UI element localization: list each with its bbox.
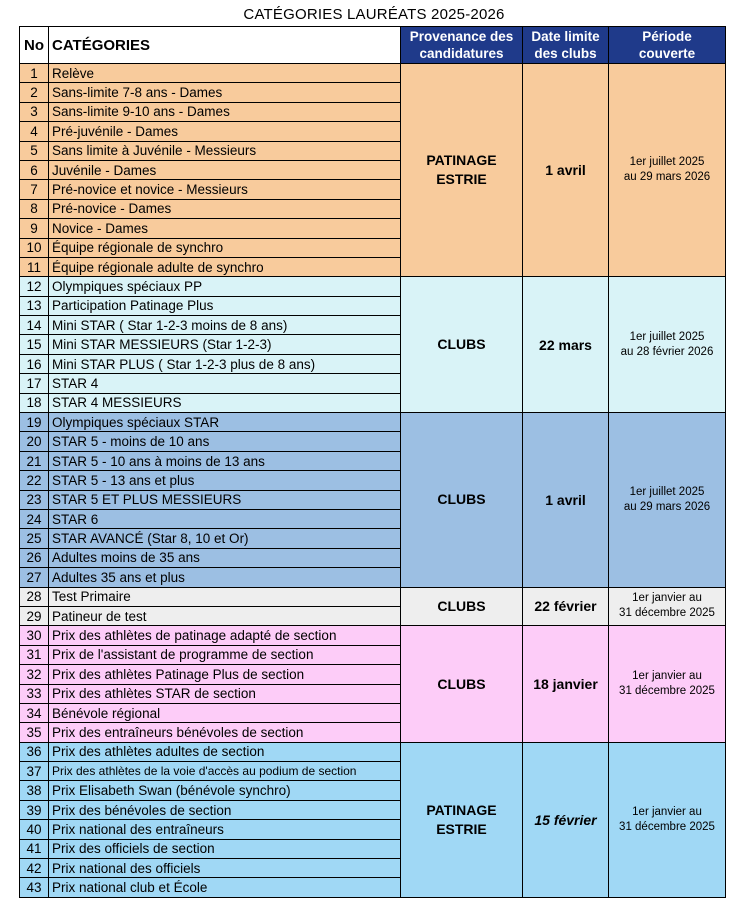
category-name: Prix des athlètes de patinage adapté de section: [49, 626, 401, 645]
row-number: 36: [20, 742, 49, 761]
category-name: Participation Patinage Plus: [49, 296, 401, 315]
category-name: STAR 5 - moins de 10 ans: [49, 432, 401, 451]
table-row: [20, 277, 726, 296]
table-row: [20, 742, 726, 761]
category-name: Juvénile - Dames: [49, 160, 401, 179]
category-name: Mini STAR PLUS ( Star 1-2-3 plus de 8 ans): [49, 354, 401, 373]
provenance-cell: CLUBS: [401, 587, 523, 626]
category-name: Mini STAR MESSIEURS (Star 1-2-3): [49, 335, 401, 354]
row-number: 40: [20, 820, 49, 839]
row-number: 16: [20, 354, 49, 373]
category-name: Sans-limite 9-10 ans - Dames: [49, 102, 401, 121]
period-cell: 1er juillet 2025 au 28 février 2026: [609, 277, 726, 413]
category-name: Prix des athlètes adultes de section: [49, 742, 401, 761]
row-number: 1: [20, 64, 49, 83]
row-number: 13: [20, 296, 49, 315]
header-provenance: Provenance des candidatures: [401, 27, 523, 64]
header-no: No: [20, 27, 49, 64]
row-number: 32: [20, 665, 49, 684]
row-number: 22: [20, 471, 49, 490]
category-name: Novice - Dames: [49, 219, 401, 238]
deadline-cell: 22 mars: [523, 277, 609, 413]
period-cell: 1er janvier au 31 décembre 2025: [609, 626, 726, 742]
row-number: 23: [20, 490, 49, 509]
row-number: 17: [20, 374, 49, 393]
row-number: 27: [20, 568, 49, 587]
category-name: STAR 6: [49, 509, 401, 528]
category-name: Prix national club et École: [49, 878, 401, 897]
row-number: 8: [20, 199, 49, 218]
category-name: STAR 5 - 10 ans à moins de 13 ans: [49, 451, 401, 470]
row-number: 15: [20, 335, 49, 354]
category-name: Prix des bénévoles de section: [49, 800, 401, 819]
row-number: 20: [20, 432, 49, 451]
row-number: 12: [20, 277, 49, 296]
row-number: 26: [20, 548, 49, 567]
category-name: Sans-limite 7-8 ans - Dames: [49, 83, 401, 102]
category-name: Pré-novice et novice - Messieurs: [49, 180, 401, 199]
row-number: 24: [20, 509, 49, 528]
deadline-cell: 15 février: [523, 742, 609, 897]
provenance-cell: CLUBS: [401, 413, 523, 588]
category-name: Relève: [49, 64, 401, 83]
header-row: [20, 27, 726, 64]
row-number: 43: [20, 878, 49, 897]
provenance-cell: PATINAGE ESTRIE: [401, 742, 523, 897]
row-number: 10: [20, 238, 49, 257]
row-number: 2: [20, 83, 49, 102]
row-number: 5: [20, 141, 49, 160]
table-row: [20, 64, 726, 83]
categories-table: [19, 26, 726, 898]
category-name: STAR 4: [49, 374, 401, 393]
table-body: [20, 64, 726, 898]
row-number: 18: [20, 393, 49, 412]
row-number: 14: [20, 316, 49, 335]
period-cell: 1er juillet 2025 au 29 mars 2026: [609, 413, 726, 588]
category-name: Prix national des entraîneurs: [49, 820, 401, 839]
category-name: STAR 5 - 13 ans et plus: [49, 471, 401, 490]
category-name: Patineur de test: [49, 606, 401, 625]
row-number: 25: [20, 529, 49, 548]
row-number: 28: [20, 587, 49, 606]
deadline-cell: 1 avril: [523, 413, 609, 588]
category-name: Pré-novice - Dames: [49, 199, 401, 218]
row-number: 21: [20, 451, 49, 470]
table-row: [20, 626, 726, 645]
category-name: Test Primaire: [49, 587, 401, 606]
category-name: Équipe régionale adulte de synchro: [49, 257, 401, 276]
category-name: Adultes 35 ans et plus: [49, 568, 401, 587]
category-name: Prix de l'assistant de programme de section: [49, 645, 401, 664]
row-number: 38: [20, 781, 49, 800]
category-name: Prix des athlètes Patinage Plus de section: [49, 665, 401, 684]
row-number: 6: [20, 160, 49, 179]
row-number: 41: [20, 839, 49, 858]
category-name: STAR 4 MESSIEURS: [49, 393, 401, 412]
provenance-cell: PATINAGE ESTRIE: [401, 64, 523, 277]
deadline-cell: 22 février: [523, 587, 609, 626]
category-name: Prix des athlètes STAR de section: [49, 684, 401, 703]
category-name: Sans limite à Juvénile - Messieurs: [49, 141, 401, 160]
header-periode: Période couverte: [609, 27, 726, 64]
provenance-cell: CLUBS: [401, 277, 523, 413]
category-name: Mini STAR ( Star 1-2-3 moins de 8 ans): [49, 316, 401, 335]
row-number: 37: [20, 762, 49, 781]
row-number: 35: [20, 723, 49, 742]
period-cell: 1er janvier au 31 décembre 2025: [609, 587, 726, 626]
header-categories: CATÉGORIES: [49, 27, 401, 64]
row-number: 4: [20, 122, 49, 141]
row-number: 31: [20, 645, 49, 664]
deadline-cell: 18 janvier: [523, 626, 609, 742]
page-title: CATÉGORIES LAURÉATS 2025-2026: [243, 6, 505, 23]
category-name: Prix des entraîneurs bénévoles de section: [49, 723, 401, 742]
row-number: 30: [20, 626, 49, 645]
row-number: 42: [20, 859, 49, 878]
category-name: Adultes moins de 35 ans: [49, 548, 401, 567]
category-name: Bénévole régional: [49, 703, 401, 722]
category-name: STAR AVANCÉ (Star 8, 10 et Or): [49, 529, 401, 548]
row-number: 11: [20, 257, 49, 276]
provenance-cell: CLUBS: [401, 626, 523, 742]
category-name: Olympiques spéciaux STAR: [49, 413, 401, 432]
category-name: STAR 5 ET PLUS MESSIEURS: [49, 490, 401, 509]
row-number: 3: [20, 102, 49, 121]
deadline-cell: 1 avril: [523, 64, 609, 277]
row-number: 33: [20, 684, 49, 703]
category-name: Équipe régionale de synchro: [49, 238, 401, 257]
category-name: Prix Elisabeth Swan (bénévole synchro): [49, 781, 401, 800]
header-date-limite: Date limite des clubs: [523, 27, 609, 64]
table-row: [20, 413, 726, 432]
period-cell: 1er juillet 2025 au 29 mars 2026: [609, 64, 726, 277]
category-name: Pré-juvénile - Dames: [49, 122, 401, 141]
row-number: 29: [20, 606, 49, 625]
category-name: Olympiques spéciaux PP: [49, 277, 401, 296]
row-number: 34: [20, 703, 49, 722]
category-name: Prix des athlètes de la voie d'accès au podium de section: [49, 762, 401, 781]
row-number: 9: [20, 219, 49, 238]
row-number: 39: [20, 800, 49, 819]
row-number: 7: [20, 180, 49, 199]
category-name: Prix des officiels de section: [49, 839, 401, 858]
table-row: [20, 587, 726, 606]
period-cell: 1er janvier au 31 décembre 2025: [609, 742, 726, 897]
category-name: Prix national des officiels: [49, 859, 401, 878]
row-number: 19: [20, 413, 49, 432]
